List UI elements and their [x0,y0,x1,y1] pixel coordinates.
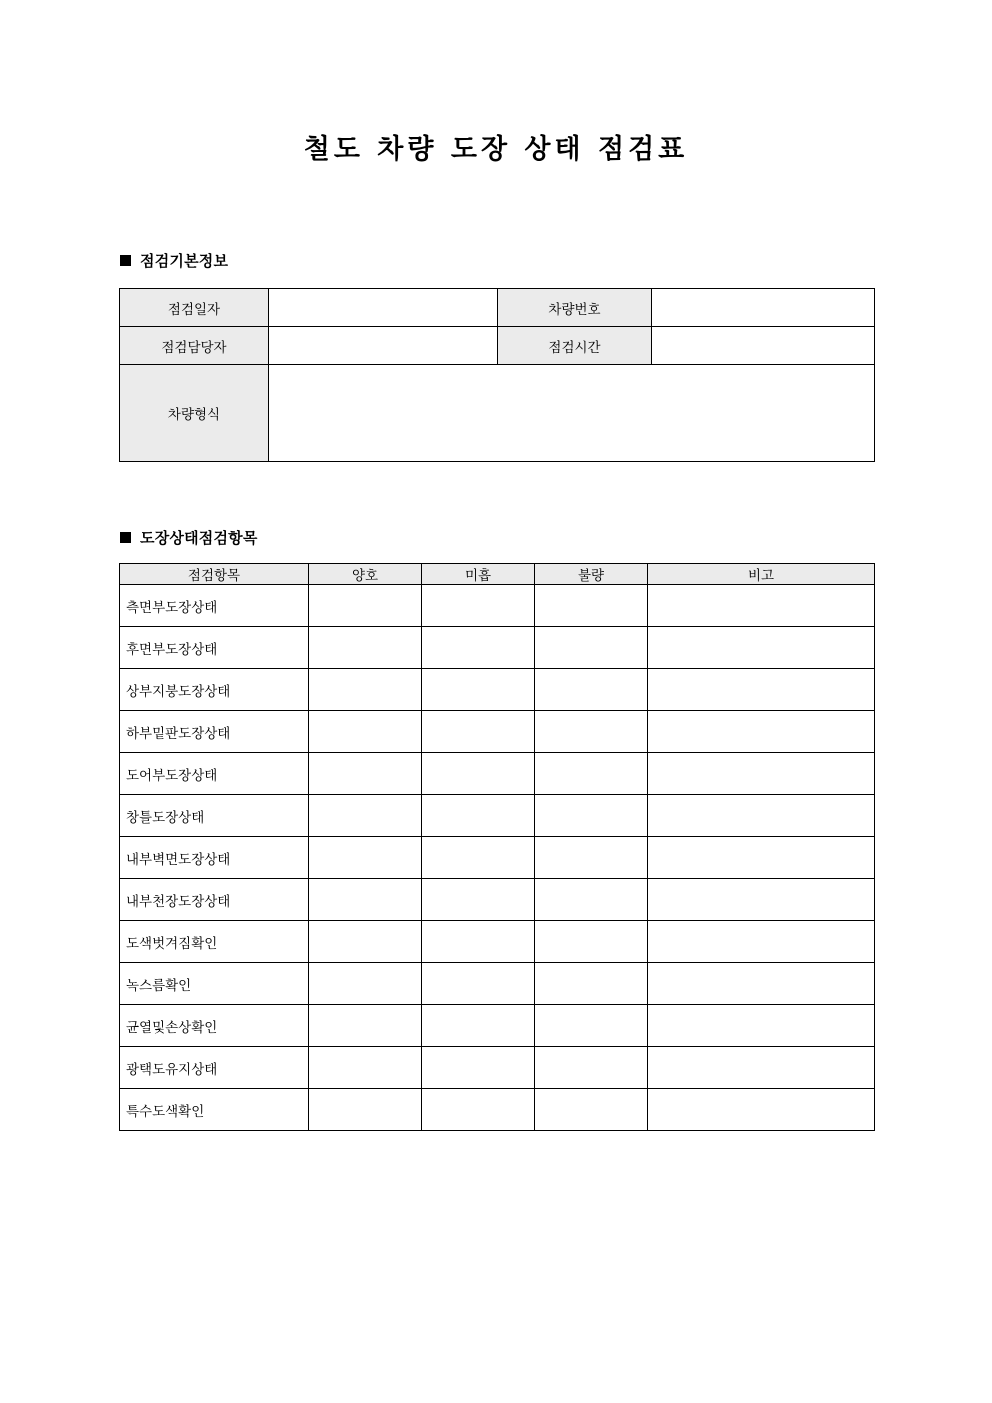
remarks-cell[interactable] [648,1005,875,1047]
table-row [120,1047,875,1089]
section-heading-basic-info [120,250,228,271]
checkbox-cell-poor[interactable] [535,837,648,879]
remarks-cell[interactable] [648,879,875,921]
checkbox-cell-poor[interactable] [535,963,648,1005]
checkbox-cell-good[interactable] [309,1047,422,1089]
section-heading-inspection-items-label: 도장상태점검항목 [140,529,258,547]
checkbox-cell-fair[interactable] [422,1005,535,1047]
checkbox-cell-good[interactable] [309,1005,422,1047]
item-label: 광택도유지상태 [120,1047,309,1089]
checkbox-cell-poor[interactable] [535,627,648,669]
remarks-cell[interactable] [648,1047,875,1089]
checkbox-cell-poor[interactable] [535,669,648,711]
item-label: 창틀도장상태 [120,795,309,837]
table-row [120,837,875,879]
item-label: 녹스름확인 [120,963,309,1005]
checkbox-cell-fair[interactable] [422,669,535,711]
checkbox-cell-fair[interactable] [422,627,535,669]
label-inspection-date: 점검일자 [120,289,269,327]
checkbox-cell-good[interactable] [309,753,422,795]
checkbox-cell-poor[interactable] [535,1005,648,1047]
table-row [120,795,875,837]
label-inspection-time: 점검시간 [498,327,652,365]
label-vehicle-number: 차량번호 [498,289,652,327]
checkbox-cell-fair[interactable] [422,711,535,753]
column-header-fair: 미흡 [422,564,535,585]
table-row [120,711,875,753]
table-row [120,921,875,963]
table-row [120,1089,875,1131]
checkbox-cell-poor[interactable] [535,921,648,963]
table-row [120,627,875,669]
table-row [120,327,875,365]
checkbox-cell-fair[interactable] [422,1047,535,1089]
checkbox-cell-poor[interactable] [535,753,648,795]
checkbox-cell-good[interactable] [309,795,422,837]
item-label: 상부지붕도장상태 [120,669,309,711]
field-inspection-time[interactable] [652,327,875,365]
remarks-cell[interactable] [648,627,875,669]
checkbox-cell-fair[interactable] [422,879,535,921]
remarks-cell[interactable] [648,1089,875,1131]
square-bullet-icon [120,255,131,266]
table-row [120,289,875,327]
checkbox-cell-fair[interactable] [422,921,535,963]
checkbox-cell-fair[interactable] [422,795,535,837]
checkbox-cell-poor[interactable] [535,1047,648,1089]
field-inspection-date[interactable] [269,289,498,327]
column-header-poor: 불량 [535,564,648,585]
checkbox-cell-fair[interactable] [422,1089,535,1131]
item-label: 내부천장도장상태 [120,879,309,921]
checkbox-cell-poor[interactable] [535,795,648,837]
table-header-row [120,564,875,585]
page-title: 철도 차량 도장 상태 점검표 [303,134,689,165]
checkbox-cell-poor[interactable] [535,1089,648,1131]
remarks-cell[interactable] [648,669,875,711]
checkbox-cell-fair[interactable] [422,753,535,795]
checkbox-cell-good[interactable] [309,963,422,1005]
remarks-cell[interactable] [648,837,875,879]
field-vehicle-type[interactable] [269,365,875,462]
item-label: 도어부도장상태 [120,753,309,795]
table-row [120,585,875,627]
column-header-good: 양호 [309,564,422,585]
checkbox-cell-fair[interactable] [422,963,535,1005]
checkbox-cell-good[interactable] [309,669,422,711]
table-row [120,1005,875,1047]
item-label: 도색벗겨짐확인 [120,921,309,963]
item-label: 균열및손상확인 [120,1005,309,1047]
checkbox-cell-good[interactable] [309,585,422,627]
remarks-cell[interactable] [648,711,875,753]
item-label: 특수도색확인 [120,1089,309,1131]
column-header-remarks: 비고 [648,564,875,585]
section-heading-basic-info-label: 점검기본정보 [140,252,229,270]
checkbox-cell-good[interactable] [309,1089,422,1131]
checkbox-cell-fair[interactable] [422,585,535,627]
item-label: 후면부도장상태 [120,627,309,669]
table-row [120,669,875,711]
square-bullet-icon [120,532,131,543]
table-row [120,753,875,795]
section-heading-inspection-items [120,527,258,548]
field-inspector[interactable] [269,327,498,365]
remarks-cell[interactable] [648,795,875,837]
checkbox-cell-fair[interactable] [422,837,535,879]
remarks-cell[interactable] [648,753,875,795]
checkbox-cell-poor[interactable] [535,879,648,921]
checkbox-cell-poor[interactable] [535,711,648,753]
remarks-cell[interactable] [648,585,875,627]
label-vehicle-type: 차량형식 [120,365,269,462]
checkbox-cell-good[interactable] [309,627,422,669]
basic-info-table [119,288,875,462]
item-label: 내부벽면도장상태 [120,837,309,879]
inspection-items-table [119,563,875,1131]
column-header-item: 점검항목 [120,564,309,585]
item-label: 측면부도장상태 [120,585,309,627]
table-row [120,963,875,1005]
remarks-cell[interactable] [648,963,875,1005]
remarks-cell[interactable] [648,921,875,963]
table-row [120,879,875,921]
field-vehicle-number[interactable] [652,289,875,327]
label-inspector: 점검담당자 [120,327,269,365]
checkbox-cell-good[interactable] [309,921,422,963]
checkbox-cell-good[interactable] [309,837,422,879]
table-row [120,365,875,462]
checkbox-cell-good[interactable] [309,711,422,753]
checkbox-cell-good[interactable] [309,879,422,921]
checkbox-cell-poor[interactable] [535,585,648,627]
item-label: 하부밑판도장상태 [120,711,309,753]
